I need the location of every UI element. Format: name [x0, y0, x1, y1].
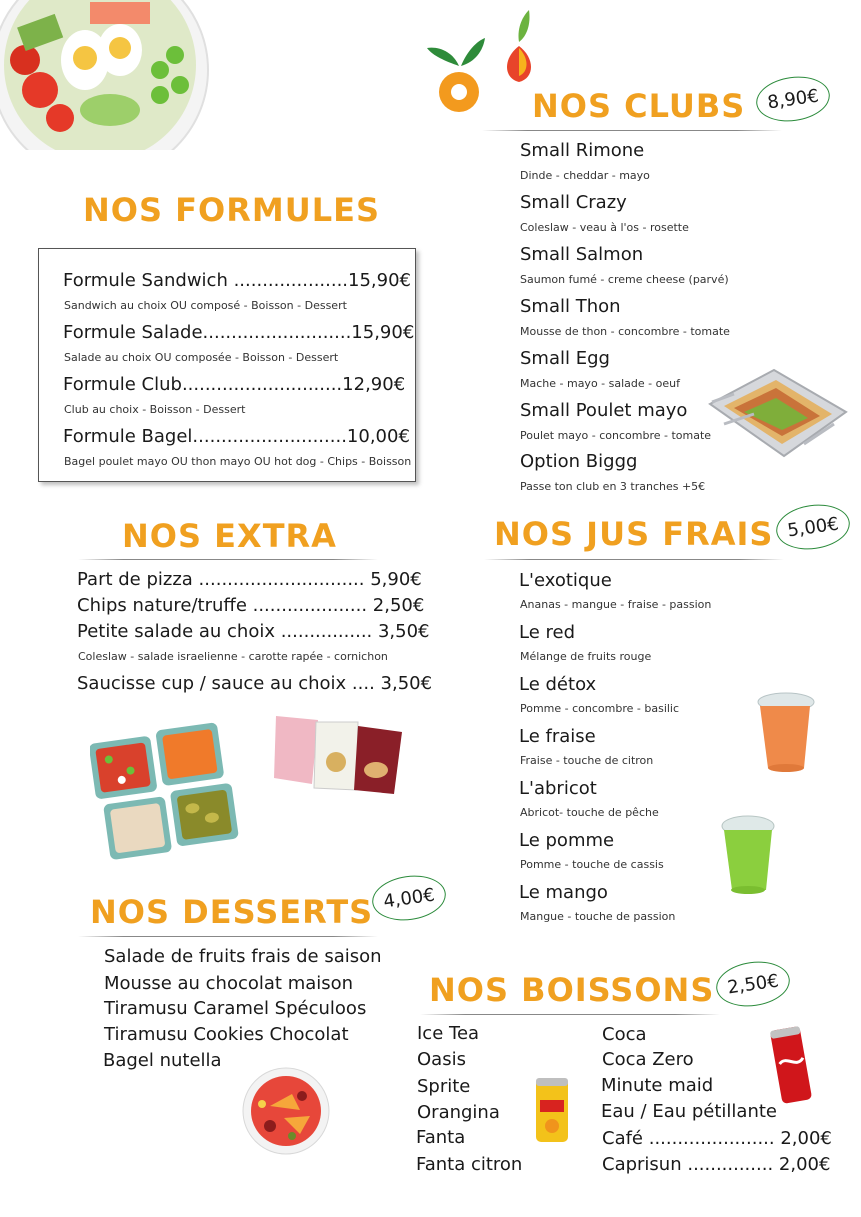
- jus-item-name: Le fraise: [519, 726, 596, 747]
- jus-item-name: Le mango: [519, 882, 608, 903]
- jus-item-name: Le pomme: [519, 830, 615, 851]
- boissons-divider: [420, 1014, 720, 1015]
- fruit-logo-icon: [425, 6, 540, 121]
- dessert-item: Mousse au chocolat maison: [104, 973, 354, 994]
- boisson-item: Sprite: [417, 1076, 471, 1097]
- extra-item: Part de pizza ............................. 5,90€: [77, 569, 422, 590]
- boisson-item: Coca: [602, 1024, 647, 1045]
- club-item-desc: Passe ton club en 3 tranches +5€: [520, 480, 706, 493]
- cola-can-image: [768, 1024, 814, 1106]
- club-item-desc: Poulet mayo - concombre - tomate: [520, 429, 712, 442]
- formule-item-name: Formule Club............................12,90€: [63, 374, 406, 395]
- desserts-price-badge: 4,00€: [369, 871, 448, 925]
- jus-item-desc: Abricot- touche de pêche: [520, 806, 659, 819]
- clubs-price-badge: 8,90€: [753, 72, 832, 126]
- orange-juice-image: [752, 690, 818, 774]
- clubs-title: NOS CLUBS: [532, 87, 746, 125]
- jus-item-desc: Pomme - concombre - basilic: [520, 702, 680, 715]
- ice-tea-can-image: [532, 1074, 572, 1146]
- boissons-title: NOS BOISSONS: [429, 971, 715, 1009]
- desserts-divider: [78, 936, 378, 937]
- boisson-item: Minute maid: [601, 1075, 714, 1096]
- club-item-name: Option Biggg: [520, 451, 638, 472]
- boisson-item: Oasis: [417, 1049, 466, 1070]
- jus-item-name: Le détox: [519, 674, 597, 695]
- boisson-item: Orangina: [417, 1102, 500, 1123]
- clubs-divider: [482, 130, 782, 131]
- formule-item-desc: Salade au choix OU composée - Boisson - Dessert: [64, 351, 339, 364]
- club-item-desc: Mousse de thon - concombre - tomate: [520, 325, 730, 338]
- extra-title: NOS EXTRA: [122, 517, 337, 555]
- boisson-item: Eau / Eau pétillante: [601, 1101, 777, 1122]
- club-item-desc: Coleslaw - veau à l'os - rosette: [520, 221, 689, 234]
- extra-salade-desc: Coleslaw - salade israelienne - carotte rapée - cornichon: [78, 650, 388, 663]
- extra-divider: [78, 559, 378, 560]
- formule-item-desc: Sandwich au choix OU composé - Boisson - Dessert: [64, 299, 347, 312]
- club-sandwich-image: [704, 364, 850, 462]
- club-item-desc: Saumon fumé - creme cheese (parvé): [520, 273, 729, 286]
- boisson-item: Caprisun ............... 2,00€: [602, 1154, 831, 1175]
- dessert-item: Tiramusu Caramel Spéculoos: [104, 998, 367, 1019]
- green-juice-image: [718, 812, 778, 894]
- extra-item: Saucisse cup / sauce au choix .... 3,50€: [77, 673, 433, 694]
- club-item-name: Small Crazy: [520, 192, 627, 213]
- jus-item-desc: Pomme - touche de cassis: [520, 858, 664, 871]
- jus-item-desc: Mangue - touche de passion: [520, 910, 676, 923]
- formules-title: NOS FORMULES: [83, 191, 380, 229]
- jus-item-desc: Mélange de fruits rouge: [520, 650, 652, 663]
- formule-item-name: Formule Sandwich ....................15,90€: [63, 270, 412, 291]
- formule-item-desc: Club au choix - Boisson - Dessert: [64, 403, 246, 416]
- fruit-salad-image: [240, 1066, 332, 1156]
- club-item-name: Small Rimone: [520, 140, 645, 161]
- formule-item-name: Formule Bagel...........................10,00€: [63, 426, 410, 447]
- club-item-name: Small Salmon: [520, 244, 644, 265]
- jus-title: NOS JUS FRAIS: [494, 515, 774, 553]
- jus-item-name: L'abricot: [519, 778, 597, 799]
- club-item-name: Small Thon: [520, 296, 621, 317]
- extra-item: Petite salade au choix ................ 3,50€: [77, 621, 430, 642]
- extra-item: Chips nature/truffe .................... 2,50€: [77, 595, 425, 616]
- jus-item-desc: Ananas - mangue - fraise - passion: [520, 598, 712, 611]
- boisson-item: Fanta citron: [416, 1154, 523, 1175]
- jus-price-badge: 5,00€: [773, 500, 852, 554]
- dessert-item: Tiramusu Cookies Chocolat: [104, 1024, 349, 1045]
- jus-item-name: L'exotique: [519, 570, 612, 591]
- club-item-desc: Mache - mayo - salade - oeuf: [520, 377, 680, 390]
- boisson-item: Ice Tea: [417, 1023, 480, 1044]
- jus-divider: [484, 559, 784, 560]
- formule-item-name: Formule Salade..........................15,90€: [63, 322, 415, 343]
- dessert-item: Salade de fruits frais de saison: [104, 946, 382, 967]
- jus-item-desc: Fraise - touche de citron: [520, 754, 654, 767]
- chips-bags-image: [272, 712, 404, 796]
- formule-item-desc: Bagel poulet mayo OU thon mayo OU hot dog - Chips - Boisson: [64, 455, 412, 468]
- club-item-desc: Dinde - cheddar - mayo: [520, 169, 650, 182]
- boisson-item: Coca Zero: [602, 1049, 694, 1070]
- boissons-price-badge: 2,50€: [713, 957, 792, 1011]
- jus-item-name: Le red: [519, 622, 576, 643]
- salad-cups-image: [90, 720, 240, 866]
- club-item-name: Small Egg: [520, 348, 610, 369]
- poke-bowl-image: [0, 0, 212, 150]
- desserts-title: NOS DESSERTS: [90, 893, 374, 931]
- boisson-item: Café ...................... 2,00€: [602, 1128, 832, 1149]
- dessert-item: Bagel nutella: [103, 1050, 222, 1071]
- boisson-item: Fanta: [416, 1127, 466, 1148]
- club-item-name: Small Poulet mayo: [520, 400, 688, 421]
